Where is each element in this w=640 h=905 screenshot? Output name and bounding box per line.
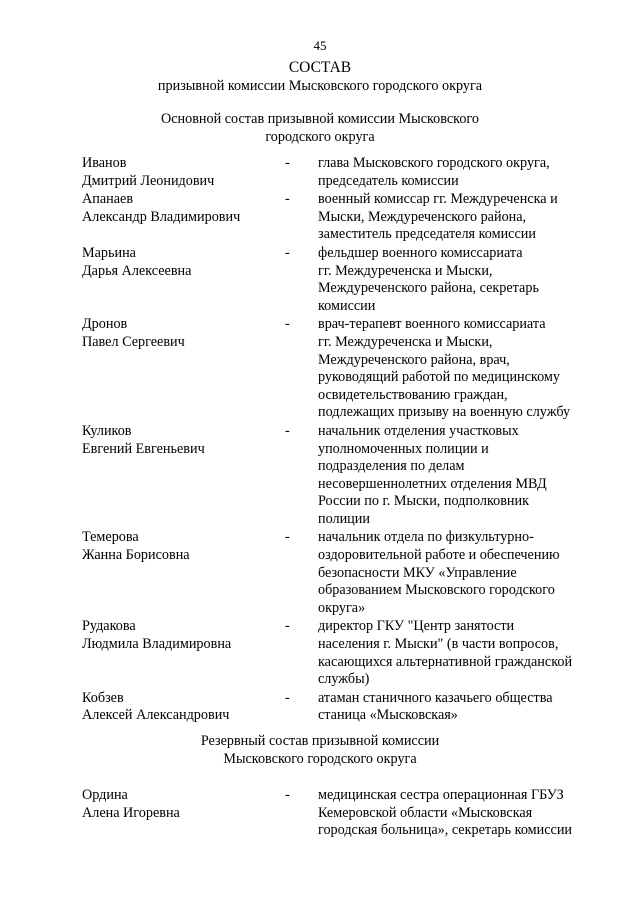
member-role-line: полиции	[318, 510, 370, 527]
member-role	[318, 423, 596, 529]
member-role-line: населения г. Мыски" (в части вопросов,	[318, 636, 559, 653]
member-role-line: руководящий работой по медицинскому	[318, 369, 560, 386]
reserve-section-title	[0, 732, 640, 768]
reserve-section-title-line: Мысковского городского округа	[223, 751, 417, 767]
member-role-line: России по г. Мыски, подполковник	[318, 493, 529, 510]
member-role-line: заместитель председателя комиссии	[318, 226, 536, 243]
member-role	[318, 787, 596, 840]
member-row	[82, 690, 602, 725]
member-role	[318, 155, 596, 190]
member-role-line: несовершеннолетних отделения МВД	[318, 475, 547, 492]
member-role-line: образованием Мысковского городского	[318, 582, 555, 599]
member-role	[318, 316, 596, 422]
member-role-line: Междуреченского района, врач,	[318, 351, 510, 368]
member-name	[82, 618, 285, 688]
member-name-line: Куликов	[82, 422, 132, 439]
member-dash: -	[285, 244, 290, 261]
member-role	[318, 245, 596, 315]
member-name-line: Иванов	[82, 155, 127, 171]
member-role-line: службы)	[318, 671, 370, 688]
member-name	[82, 529, 285, 617]
member-name-line: Кобзев	[82, 689, 124, 706]
member-role-line: глава Мысковского городского округа,	[318, 155, 550, 171]
reserve-roster	[82, 787, 602, 841]
member-role-line: медицинская сестра операционная ГБУЗ	[318, 787, 564, 803]
main-section-title	[0, 110, 640, 146]
member-row	[82, 529, 602, 617]
member-role-line: освидетельствованию граждан,	[318, 386, 508, 403]
member-name	[82, 423, 285, 529]
main-roster	[82, 155, 602, 726]
member-role-line: Кемеровской области «Мысковская	[318, 804, 533, 821]
member-role-line: округа»	[318, 599, 366, 616]
member-name	[82, 245, 285, 315]
member-row	[82, 787, 602, 840]
member-name-line: Павел Сергеевич	[82, 333, 185, 350]
member-name	[82, 155, 285, 190]
member-name-line: Алексей Александрович	[82, 707, 230, 724]
member-role	[318, 191, 596, 244]
member-dash: -	[285, 191, 290, 208]
member-role-line: уполномоченных полиции и	[318, 440, 489, 457]
member-role-line: подразделения по делам	[318, 458, 465, 475]
member-role-line: гг. Междуреченска и Мыски,	[318, 262, 493, 279]
member-name-line: Ордина	[82, 787, 128, 803]
main-section-title-line: Основной состав призывной комиссии Мысковского	[161, 111, 479, 127]
member-row	[82, 618, 602, 688]
member-name	[82, 787, 285, 840]
member-role-line: фельдшер военного комиссариата	[318, 244, 523, 261]
member-role-line: касающихся альтернативной гражданской	[318, 653, 573, 670]
member-name-line: Дарья Алексеевна	[82, 262, 192, 279]
member-role-line: безопасности МКУ «Управление	[318, 564, 517, 581]
document-subtitle: призывной комиссии Мысковского городского округа	[157, 78, 483, 94]
member-dash: -	[285, 787, 290, 803]
page-number: 45	[313, 38, 327, 53]
member-dash: -	[285, 689, 290, 706]
member-role-line: оздоровительной работе и обеспечению	[318, 547, 560, 564]
member-role-line: городская больница», секретарь комиссии	[318, 822, 573, 839]
member-dash: -	[285, 618, 290, 635]
member-name-line: Дмитрий Леонидович	[82, 172, 215, 189]
member-name	[82, 690, 285, 725]
member-dash: -	[285, 422, 290, 439]
member-role-line: гг. Междуреченска и Мыски,	[318, 333, 493, 350]
member-role-line: комиссии	[318, 297, 376, 314]
reserve-section-title-line: Резервный состав призывной комиссии	[200, 733, 440, 749]
member-name-line: Алена Игоревна	[82, 804, 180, 821]
member-role-line: начальник отдела по физкультурно-	[318, 529, 534, 546]
member-role-line: атаман станичного казачьего общества	[318, 689, 553, 706]
member-role	[318, 529, 596, 617]
member-row	[82, 155, 602, 190]
member-name-line: Жанна Борисовна	[82, 547, 190, 564]
member-row	[82, 316, 602, 422]
member-role-line: врач-терапевт военного комиссариата	[318, 316, 546, 333]
member-row	[82, 245, 602, 315]
member-name	[82, 316, 285, 422]
member-role-line: подлежащих призыву на военную службу	[318, 404, 571, 421]
member-row	[82, 423, 602, 529]
member-dash: -	[285, 529, 290, 546]
member-role-line: председатель комиссии	[318, 172, 459, 189]
member-role-line: Мыски, Междуреченского района,	[318, 208, 527, 225]
member-role-line: Междуреченского района, секретарь	[318, 280, 539, 297]
member-name	[82, 191, 285, 244]
member-name-line: Темерова	[82, 529, 139, 546]
member-dash: -	[285, 155, 290, 171]
member-role-line: директор ГКУ "Центр занятости	[318, 618, 515, 635]
member-role-line: военный комиссар гг. Междуреченска и	[318, 191, 558, 208]
member-row	[82, 191, 602, 244]
member-name-line: Марьина	[82, 244, 136, 261]
document-title: СОСТАВ	[288, 59, 352, 76]
member-role-line: станица «Мысковская»	[318, 707, 458, 724]
member-role	[318, 690, 596, 725]
member-name-line: Дронов	[82, 316, 128, 333]
member-name-line: Александр Владимирович	[82, 208, 241, 225]
member-name-line: Апанаев	[82, 191, 134, 208]
main-section-title-line: городского округа	[265, 129, 375, 145]
member-name-line: Людмила Владимировна	[82, 636, 232, 653]
member-name-line: Рудакова	[82, 618, 136, 635]
member-role-line: начальник отделения участковых	[318, 422, 519, 439]
member-dash: -	[285, 316, 290, 333]
member-role	[318, 618, 596, 688]
member-name-line: Евгений Евгеньевич	[82, 440, 205, 457]
